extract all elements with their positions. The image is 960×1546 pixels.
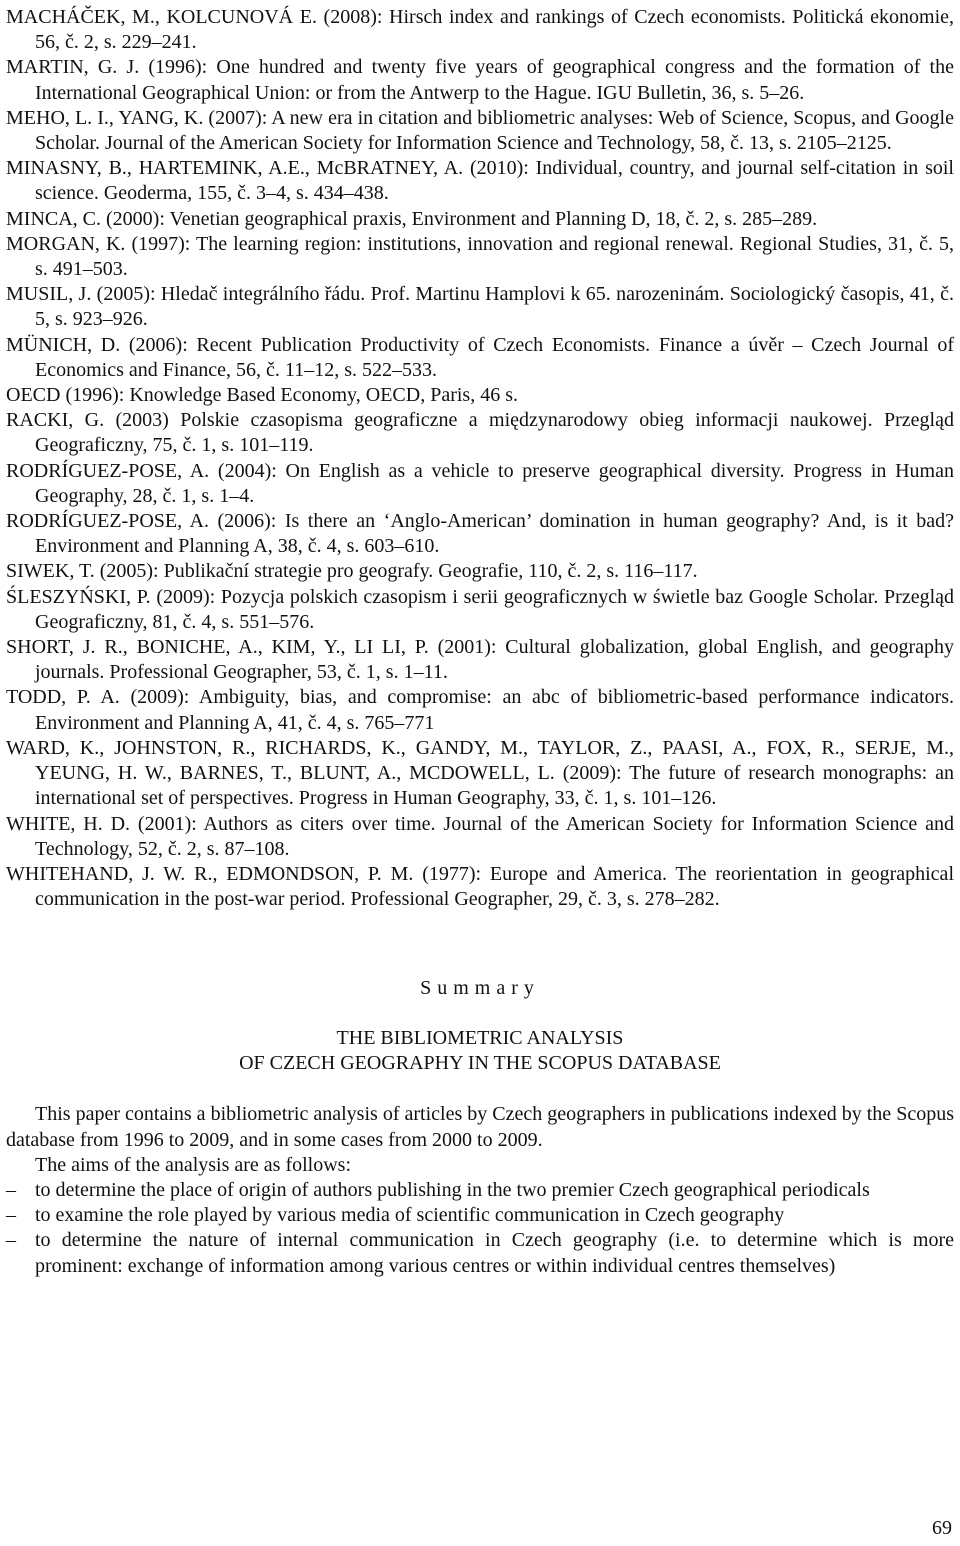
reference-entry: MEHO, L. I., YANG, K. (2007): A new era in citation and bibliometric analyses: Web of Science, Scopus, and Google Scholar. Journal of the American Society for Information Science and Technology, 58, č. 13, s. 2105–2125.	[6, 106, 954, 155]
summary-paragraph: This paper contains a bibliometric analysis of articles by Czech geographers in publications indexed by the Scopus database from 1996 to 2009, and in some cases from 2000 to 2009.	[6, 1103, 954, 1151]
reference-entry: RODRÍGUEZ-POSE, A. (2006): Is there an ‘Anglo-American’ domination in human geography? And, is it bad? Environment and Planning A, 38, č. 4, s. 603–610.	[6, 510, 954, 558]
aim-item	[6, 1203, 954, 1228]
reference-entry: MACHÁČEK, M., KOLCUNOVÁ E. (2008): Hirsch index and rankings of Czech economists. Politická ekonomie, 56, č. 2, s. 229–241.	[6, 6, 954, 54]
summary-title	[6, 1026, 954, 1076]
aim-text: to determine the place of origin of authors publishing in the two premier Czech geographical periodicals	[35, 1178, 870, 1201]
reference-entry: MINCA, C. (2000): Venetian geographical praxis, Environment and Planning D, 18, č. 2, s. 285–289.	[6, 207, 818, 230]
page	[6, 5, 954, 1279]
reference-entry: ŚLESZYŃSKI, P. (2009): Pozycja polskich czasopism i serii geograficznych w świetle baz Google Scholar. Przegląd Geograficzny, 81, č. 4, s. 551–576.	[6, 585, 954, 633]
reference-entry: RODRÍGUEZ-POSE, A. (2004): On English as a vehicle to preserve geographical diversity. Progress in Human Geography, 28, č. 1, s. 1–4.	[6, 459, 954, 507]
reference-entry: OECD (1996): Knowledge Based Economy, OECD, Paris, 46 s.	[6, 384, 518, 407]
reference-entry: MARTIN, G. J. (1996): One hundred and twenty five years of geographical congress and the formation of the International Geographical Union: or from the Antwerp to the Hague. IGU Bulletin, 36, s. 5–26.	[6, 56, 954, 104]
reference-entry: MUSIL, J. (2005): Hledač integrálního řádu. Prof. Martinu Hamplovi k 65. narozeninám. Sociologický časopis, 41, č. 5, s. 923–926.	[6, 283, 954, 331]
reference-entry: MINASNY, B., HARTEMINK, A.E., McBRATNEY, A. (2010): Individual, country, and journal self-citation in soil science. Geoderma, 155, č. 3–4, s. 434–438.	[6, 157, 954, 205]
summary-heading: Summary	[420, 977, 540, 1000]
aims-intro: The aims of the analysis are as follows:	[35, 1153, 352, 1176]
summary-title-line: OF CZECH GEOGRAPHY IN THE SCOPUS DATABASE	[239, 1052, 721, 1075]
aim-text: to examine the role played by various media of scientific communication in Czech geography	[35, 1204, 785, 1227]
reference-entry: WARD, K., JOHNSTON, R., RICHARDS, K., GANDY, M., TAYLOR, Z., PAASI, A., FOX, R., SERJE, M., YEUNG, H. W., BARNES, T., BLUNT, A., MCDOWELL, L. (2009): The future of research monographs: an international set of perspectives. Progress in Human Geography, 33, č. 1, s. 101–126.	[6, 736, 954, 810]
reference-entry: SIWEK, T. (2005): Publikační strategie pro geografy. Geografie, 110, č. 2, s. 116–117.	[6, 560, 698, 583]
page-number: 69	[932, 1517, 952, 1539]
summary-body	[6, 1102, 954, 1278]
aim-item	[6, 1228, 954, 1278]
dash-bullet: –	[6, 1204, 16, 1227]
aim-text: to determine the nature of internal communication in Czech geography (i.e. to determine which is more prominent: exchange of information among various centres or within individual centres themselves)	[35, 1229, 954, 1277]
reference-entry: RACKI, G. (2003) Polskie czasopisma geograficzne a międzynarodowy obieg informacji naukowej. Przegląd Geograficzny, 75, č. 1, s. 101–119.	[6, 409, 954, 457]
aims-list	[6, 1178, 954, 1279]
reference-list	[6, 5, 954, 912]
reference-entry: MORGAN, K. (1997): The learning region: institutions, innovation and regional renewal. Regional Studies, 31, č. 5, s. 491–503.	[6, 232, 954, 281]
reference-entry: TODD, P. A. (2009): Ambiguity, bias, and compromise: an abc of bibliometric-based performance indicators. Environment and Planning A, 41, č. 4, s. 765–771	[6, 686, 954, 734]
summary-title-line: THE BIBLIOMETRIC ANALYSIS	[336, 1027, 624, 1050]
reference-entry: WHITE, H. D. (2001): Authors as citers over time. Journal of the American Society for Information Science and Technology, 52, č. 2, s. 87–108.	[6, 812, 954, 860]
dash-bullet: –	[6, 1229, 16, 1252]
reference-entry: SHORT, J. R., BONICHE, A., KIM, Y., LI LI, P. (2001): Cultural globalization, global English, and geography journals. Professional Geographer, 53, č. 1, s. 1–11.	[6, 636, 954, 684]
aim-item	[6, 1178, 954, 1203]
reference-entry: MÜNICH, D. (2006): Recent Publication Productivity of Czech Economists. Finance a úvěr – Czech Journal of Economics and Finance, 56, č. 11–12, s. 522–533.	[6, 333, 954, 381]
reference-entry: WHITEHAND, J. W. R., EDMONDSON, P. M. (1977): Europe and America. The reorientation in geographical communication in the post-war period. Professional Geographer, 29, č. 3, s. 278–282.	[6, 862, 954, 911]
dash-bullet: –	[6, 1178, 16, 1201]
